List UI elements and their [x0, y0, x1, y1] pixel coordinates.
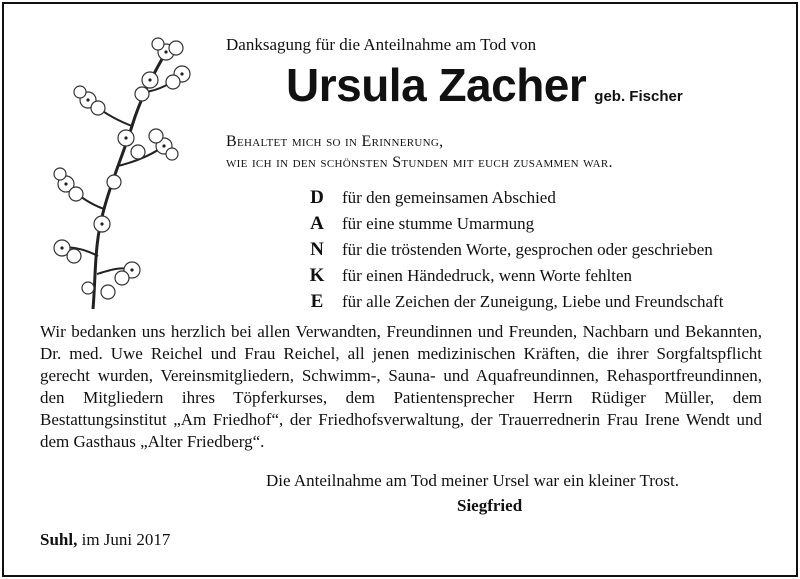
motto-line-2: wie ich in den schönsten Stunden mit euch zusammen war. [226, 154, 613, 171]
acrostic-letter: K [309, 265, 325, 286]
name-line [286, 58, 683, 112]
place: Suhl, [40, 530, 78, 549]
acrostic-letter: E [310, 291, 324, 312]
motto [226, 131, 613, 173]
intro-text: Danksagung für die Anteilnahme am Tod von [226, 35, 537, 54]
acrostic-letter: N [310, 239, 324, 260]
acrostic-letter: D [310, 187, 324, 208]
acrostic-text: für eine stumme Umarmung [342, 214, 535, 233]
acrostic-text: für einen Händedruck, wenn Worte fehlten [342, 266, 633, 285]
acrostic-text: für den gemeinsamen Abschied [342, 188, 556, 207]
signature: Siegfried [457, 496, 523, 515]
maiden-name: geb. Fischer [594, 88, 683, 105]
closing-line: Die Anteilnahme am Tod meiner Ursel war ein kleiner Trost. [266, 471, 680, 490]
motto-line-1: Behaltet mich so in Erinnerung, [226, 133, 444, 150]
blossom-branch-icon [38, 34, 198, 314]
deceased-name: Ursula Zacher [286, 59, 587, 111]
acrostic-text: für alle Zeichen der Zuneigung, Liebe und Freundschaft [342, 292, 724, 311]
place-date [40, 530, 170, 550]
acrostic-text: für die tröstenden Worte, gesprochen oder geschrieben [342, 240, 713, 259]
date: im Juni 2017 [81, 530, 171, 549]
thanks-paragraph: Wir bedanken uns herzlich bei allen Verwandten, Freundinnen und Freunden, Nachbarn und Bekannten, Dr. med. Uwe Reichel und Frau Reichel, all jenen medizinischen Kräften, die ihrer Sorgfaltspflicht gerecht wurden, Vereinsmitgliedern, Schwimm-, Sauna- und Aquafreundinnen, Rehasportfreundinnen, den Mitgliedern ihres Töpferkurses, dem Patientensprecher Herrn Rüdiger Müller, dem Bestattungsinstitut „Am Friedhof“, der Friedhofsverwaltung, der Trauerrednerin Frau Irene Wendt und dem Gasthaus „Alter Friedberg“. [40, 322, 762, 451]
acrostic-letter: A [310, 213, 324, 234]
